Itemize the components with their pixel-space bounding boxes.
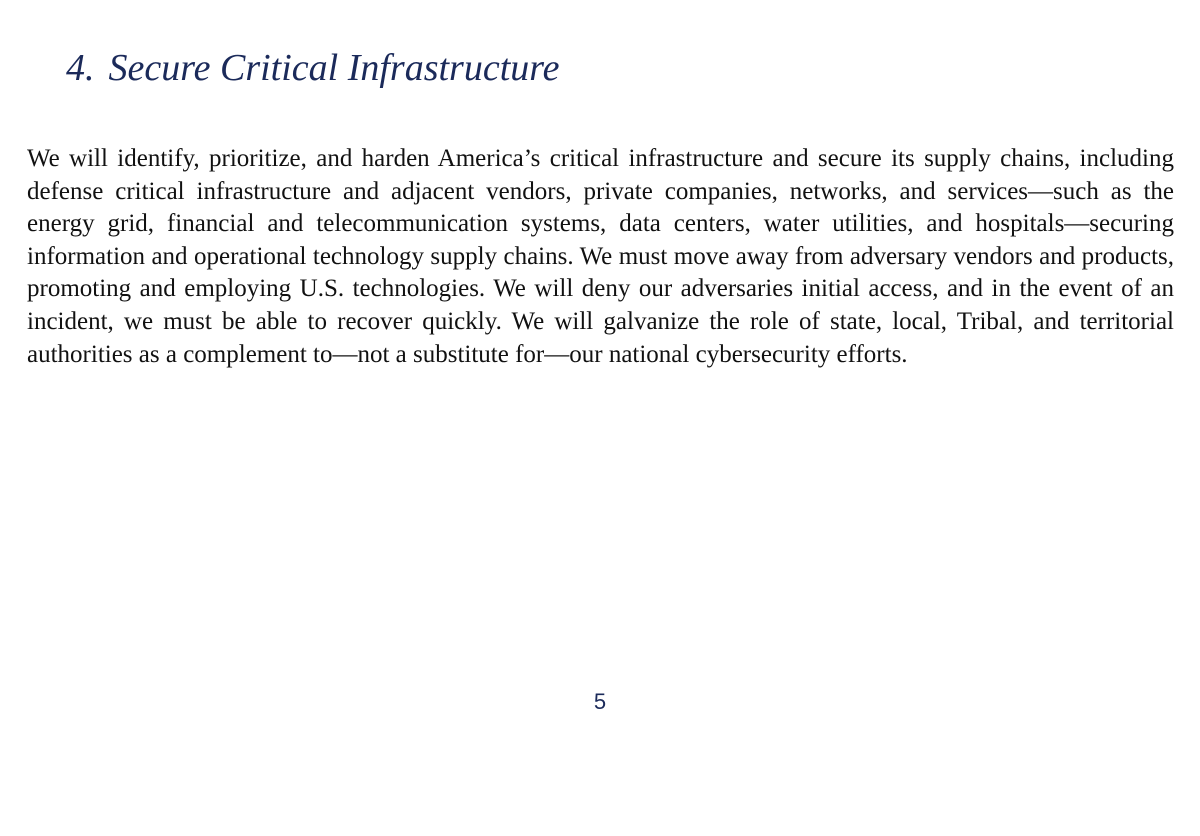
body-paragraph: We will identify, prioritize, and harden America’s critical infrastructure and secure its supply chains, including defense critical infrastructure and adjacent vendors, private companies, networks, and services—such as the energy grid, financial and telecommunication systems, data centers, water utilities, and hospitals—securing information and operational technology supply chains. We must move away from adversary vendors and products, promoting and employing U.S. technologies. We will deny our adversaries initial access, and in the event of an incident, we must be able to recover quickly. We will galvanize the role of state, local, Tribal, and territorial authorities as a complement to—not a substitute for—our national cybersecurity efforts. bbox=[27, 145, 1174, 368]
section-heading bbox=[66, 44, 560, 92]
section-title: Secure Critical Infrastructure bbox=[108, 47, 560, 89]
section-number: 4. bbox=[66, 47, 95, 89]
page-number: 5 bbox=[593, 689, 607, 714]
